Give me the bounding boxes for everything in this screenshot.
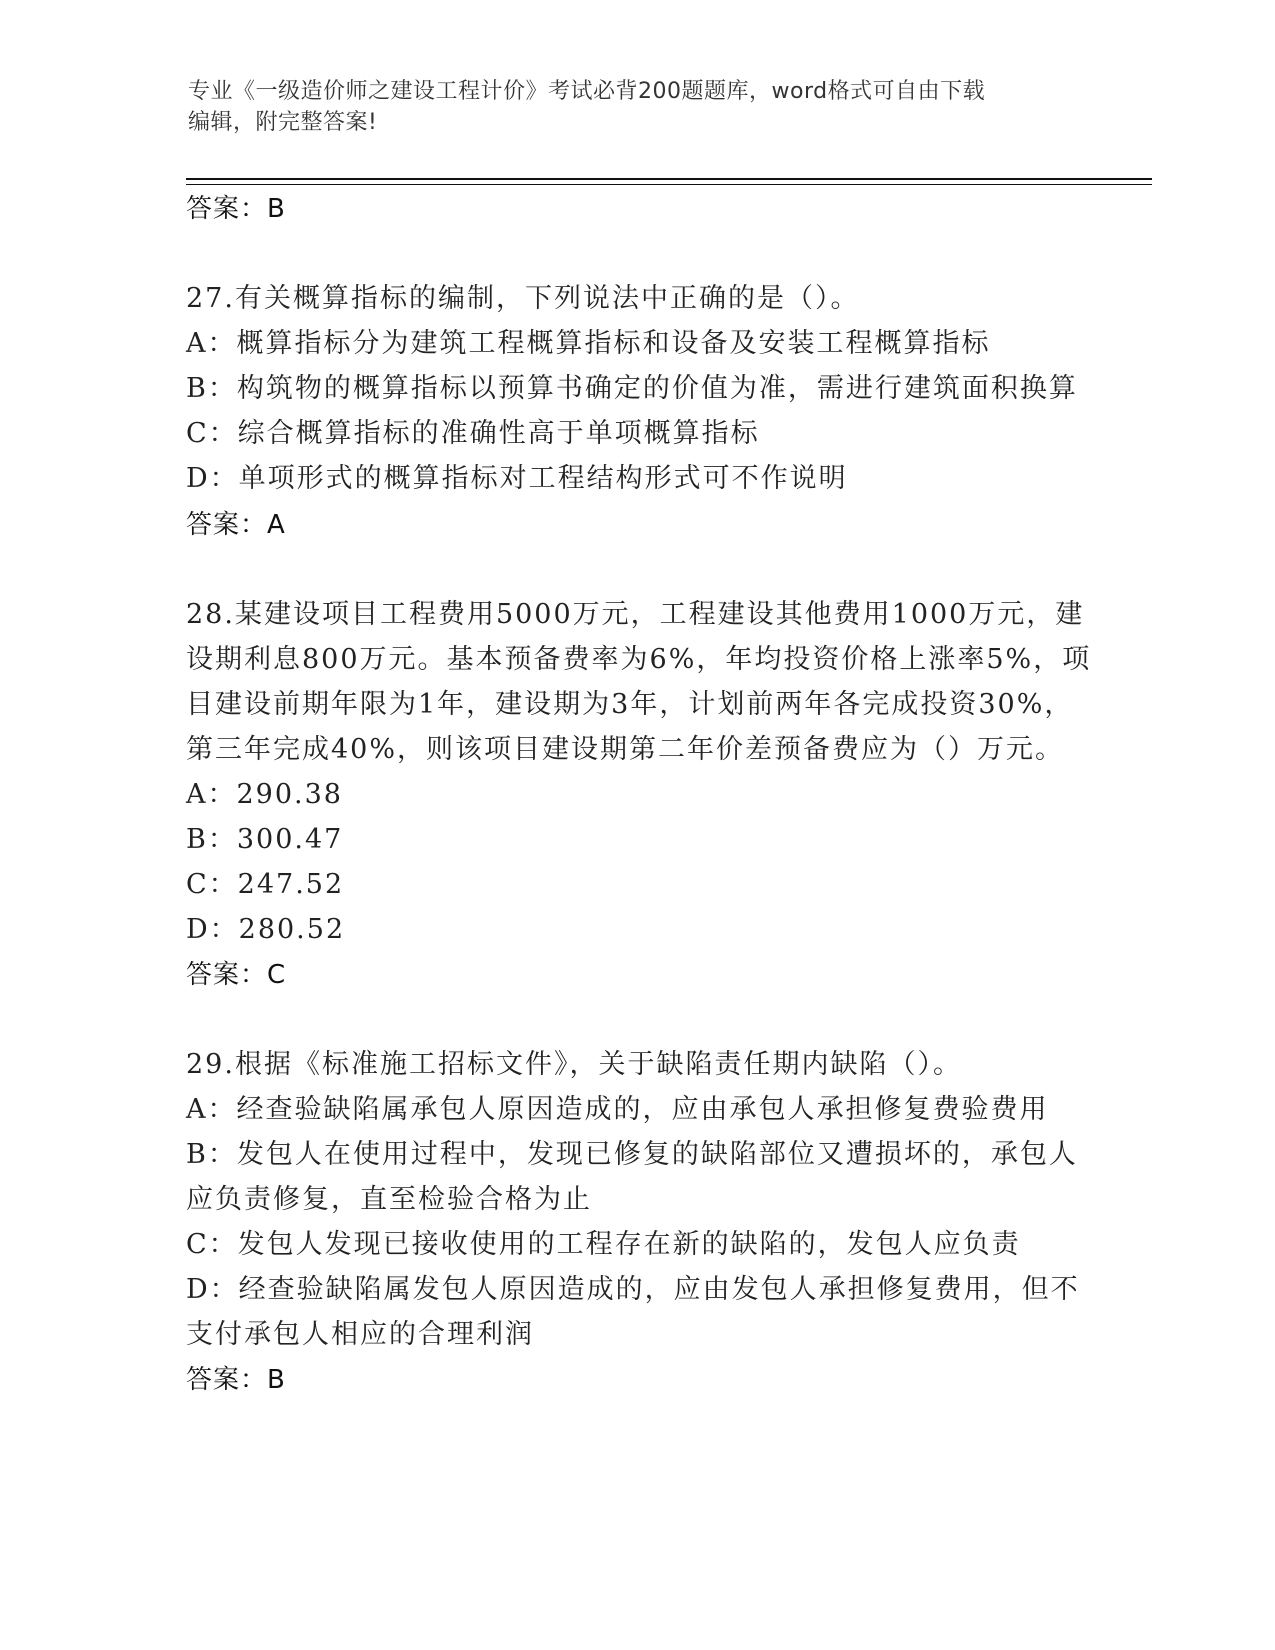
q29-option-d-line-2: 支付承包人相应的合理利润	[186, 1319, 534, 1350]
q29-option-b-line-1: B：发包人在使用过程中，发现已修复的缺陷部位又遭损坏的，承包人	[186, 1139, 1078, 1170]
q29-option-d-line-1: D：经查验缺陷属发包人原因造成的，应由发包人承担修复费用，但不	[186, 1274, 1080, 1305]
q29-option-a: A：经查验缺陷属承包人原因造成的，应由承包人承担修复费验费用	[186, 1094, 1049, 1125]
header-divider-thin	[186, 184, 1152, 185]
q28-option-b: B：300.47	[186, 824, 344, 855]
question-28-line-4: 第三年完成40%，则该项目建设期第二年价差预备费应为（）万元。	[186, 734, 1065, 765]
q28-option-d: D：280.52	[186, 914, 346, 945]
question-28-line-1: 28.某建设项目工程费用5000万元，工程建设其他费用1000万元，建	[186, 599, 1085, 630]
q29-option-b-line-2: 应负责修复，直至检验合格为止	[186, 1184, 592, 1215]
question-28-line-2: 设期利息800万元。基本预备费率为6%，年均投资价格上涨率5%，项	[186, 644, 1092, 675]
q28-option-a: A：290.38	[186, 779, 343, 810]
header-divider-thick	[186, 178, 1152, 180]
question-28-line-3: 目建设前期年限为1年，建设期为3年，计划前两年各完成投资30%，	[186, 689, 1074, 720]
q27-option-d: D：单项形式的概算指标对工程结构形式可不作说明	[186, 463, 848, 494]
q28-option-c: C：247.52	[186, 869, 345, 900]
question-27: 27.有关概算指标的编制，下列说法中正确的是（）。	[186, 283, 860, 314]
q27-option-c: C：综合概算指标的准确性高于单项概算指标	[186, 418, 760, 449]
q27-option-b: B：构筑物的概算指标以预算书确定的价值为准，需进行建筑面积换算	[186, 373, 1078, 404]
q29-answer: 答案：B	[186, 1365, 286, 1395]
header-line-1: 专业《一级造价师之建设工程计价》考试必背200题题库，word格式可自由下载	[188, 79, 986, 104]
header-line-2: 编辑，附完整答案!	[188, 110, 378, 135]
previous-answer: 答案：B	[186, 194, 286, 224]
q27-option-a: A：概算指标分为建筑工程概算指标和设备及安装工程概算指标	[186, 328, 991, 359]
q27-answer: 答案：A	[186, 510, 286, 540]
q29-option-c: C：发包人发现已接收使用的工程存在新的缺陷的，发包人应负责	[186, 1229, 1021, 1260]
question-29: 29.根据《标准施工招标文件》，关于缺陷责任期内缺陷（）。	[186, 1049, 962, 1080]
document-header	[188, 76, 1068, 138]
q28-answer: 答案：C	[186, 960, 287, 990]
